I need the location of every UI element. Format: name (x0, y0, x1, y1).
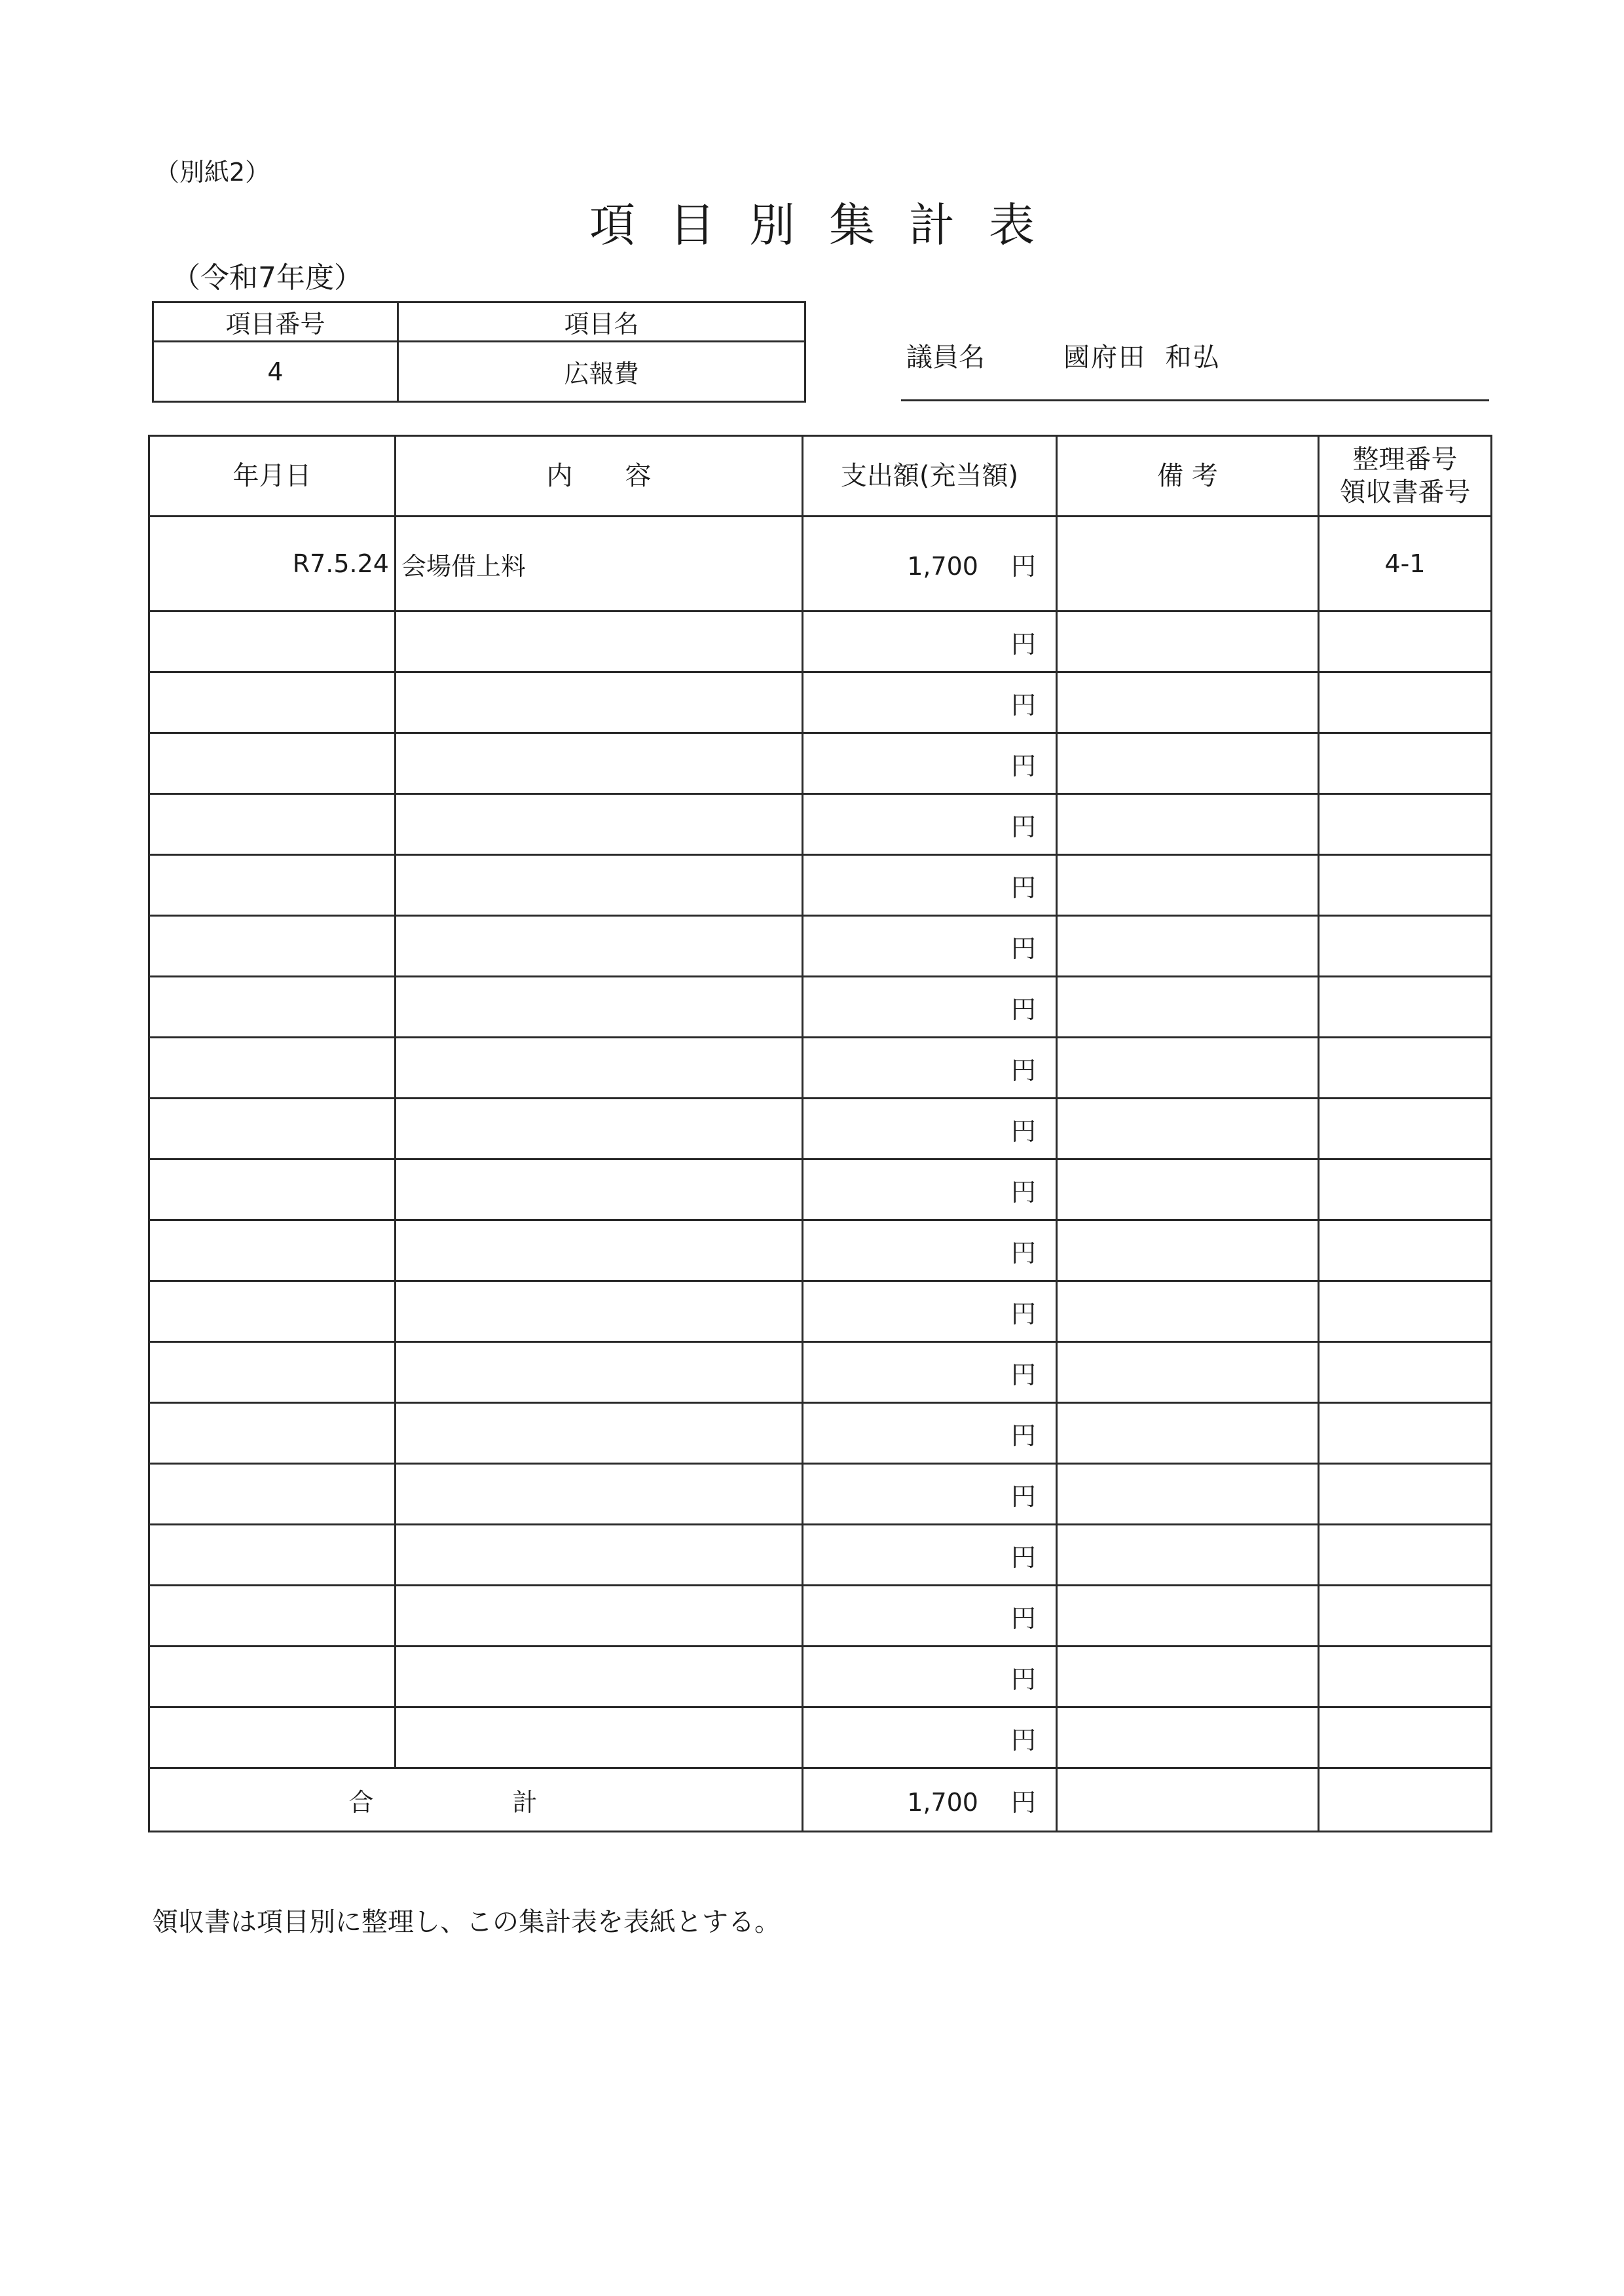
row-amount (803, 794, 1057, 855)
row-remarks (1057, 1525, 1319, 1586)
row-content (396, 977, 803, 1038)
row-amount (803, 916, 1057, 977)
total-remarks (1057, 1768, 1319, 1832)
row-remarks (1057, 977, 1319, 1038)
footnote: 領収書は項目別に整理し、この集計表を表紙とする。 (152, 1907, 781, 1937)
row-date (149, 1403, 396, 1464)
total-amount-value: 1,700 (907, 1787, 978, 1817)
row-amount (803, 1099, 1057, 1159)
row-remarks (1057, 1403, 1319, 1464)
header-receipt-line1: 整理番号 (1352, 445, 1458, 475)
row-content (396, 672, 803, 733)
row-amount (803, 1586, 1057, 1647)
item-number-value: 4 (153, 342, 398, 402)
row-remarks (1057, 672, 1319, 733)
row-yen-unit: 円 (1010, 629, 1036, 659)
row-date (149, 1342, 396, 1403)
table-row (149, 977, 1492, 1038)
row-date (149, 1038, 396, 1099)
row-yen-unit: 円 (1010, 1177, 1036, 1207)
row-receipt-number (1319, 1342, 1492, 1403)
row-receipt-number (1319, 672, 1492, 733)
row-content (396, 1647, 803, 1707)
row-receipt-number (1319, 1647, 1492, 1707)
total-receipt (1319, 1768, 1492, 1832)
row-amount (803, 517, 1057, 611)
row-content (396, 1707, 803, 1768)
row-amount (803, 611, 1057, 672)
row-amount (803, 1525, 1057, 1586)
row-receipt-number (1319, 1403, 1492, 1464)
row-content (396, 794, 803, 855)
row-yen-unit: 円 (1010, 1421, 1036, 1450)
row-yen-unit: 円 (1010, 1603, 1036, 1633)
row-remarks (1057, 855, 1319, 916)
row-amount (803, 672, 1057, 733)
row-content (396, 733, 803, 794)
row-content (396, 916, 803, 977)
row-remarks (1057, 1099, 1319, 1159)
row-remarks (1057, 1342, 1319, 1403)
row-content (396, 1342, 803, 1403)
row-content (396, 1159, 803, 1220)
row-date (149, 1464, 396, 1525)
row-receipt-number (1319, 1464, 1492, 1525)
row-date (149, 611, 396, 672)
table-row (149, 1342, 1492, 1403)
row-amount (803, 1647, 1057, 1707)
row-content (396, 1099, 803, 1159)
row-content (396, 855, 803, 916)
row-date (149, 672, 396, 733)
row-content: 会場借上料 (396, 517, 803, 611)
row-yen-unit: 円 (1010, 1055, 1036, 1085)
item-name-value: 広報費 (398, 342, 805, 402)
table-header-row (149, 436, 1492, 517)
row-date (149, 1220, 396, 1281)
row-receipt-number (1319, 1038, 1492, 1099)
row-receipt-number (1319, 1525, 1492, 1586)
row-amount (803, 1038, 1057, 1099)
row-remarks (1057, 1647, 1319, 1707)
row-receipt-number (1319, 916, 1492, 977)
table-row (149, 1099, 1492, 1159)
row-yen-unit: 円 (1010, 1238, 1036, 1267)
row-remarks (1057, 1038, 1319, 1099)
row-date: R7.5.24 (149, 517, 396, 611)
table-row (149, 1281, 1492, 1342)
row-receipt-number (1319, 794, 1492, 855)
row-yen-unit: 円 (1010, 1299, 1036, 1328)
expense-table (148, 435, 1492, 1832)
row-content (396, 611, 803, 672)
table-row (149, 1707, 1492, 1768)
table-row (149, 1403, 1492, 1464)
row-receipt-number (1319, 855, 1492, 916)
row-remarks (1057, 1220, 1319, 1281)
row-remarks (1057, 916, 1319, 977)
row-date (149, 794, 396, 855)
total-label: 合 計 (149, 1768, 803, 1832)
row-remarks (1057, 1281, 1319, 1342)
table-row (149, 1647, 1492, 1707)
item-name-header: 項目名 (398, 302, 805, 342)
row-receipt-number (1319, 1099, 1492, 1159)
row-date (149, 1707, 396, 1768)
row-date (149, 1647, 396, 1707)
row-receipt-number (1319, 733, 1492, 794)
row-yen-unit: 円 (1010, 812, 1036, 841)
item-info-table (152, 301, 806, 403)
row-receipt-number (1319, 1707, 1492, 1768)
row-yen-unit: 円 (1010, 751, 1036, 780)
member-name: 國府田 和弘 (1063, 342, 1221, 373)
row-amount-value: 1,700 (907, 551, 978, 581)
row-yen-unit: 円 (1010, 1482, 1036, 1511)
row-date (149, 1159, 396, 1220)
table-row (149, 1525, 1492, 1586)
row-yen-unit: 円 (1010, 873, 1036, 902)
table-row (149, 1586, 1492, 1647)
row-yen-unit: 円 (1010, 1725, 1036, 1755)
row-date (149, 1099, 396, 1159)
row-yen-unit: 円 (1010, 1116, 1036, 1146)
row-yen-unit: 円 (1010, 1664, 1036, 1694)
table-row (149, 733, 1492, 794)
table-row (149, 794, 1492, 855)
table-row (149, 1038, 1492, 1099)
row-yen-unit: 円 (1010, 1542, 1036, 1572)
row-content (396, 1220, 803, 1281)
row-remarks (1057, 1586, 1319, 1647)
table-row (149, 916, 1492, 977)
table-row (149, 672, 1492, 733)
header-receipt (1319, 436, 1492, 517)
row-amount (803, 855, 1057, 916)
row-yen-unit: 円 (1010, 934, 1036, 963)
row-date (149, 916, 396, 977)
row-content (396, 1281, 803, 1342)
table-row (149, 1159, 1492, 1220)
row-date (149, 1525, 396, 1586)
table-row (149, 1220, 1492, 1281)
row-date (149, 855, 396, 916)
row-receipt-number (1319, 1586, 1492, 1647)
row-remarks (1057, 794, 1319, 855)
row-amount (803, 1342, 1057, 1403)
row-amount (803, 1464, 1057, 1525)
total-row (149, 1768, 1492, 1832)
table-row (149, 855, 1492, 916)
row-content (396, 1586, 803, 1647)
page-title: 項目別集計表 (589, 198, 1069, 252)
table-row (149, 611, 1492, 672)
row-date (149, 733, 396, 794)
table-row (149, 517, 1492, 611)
row-receipt-number (1319, 1220, 1492, 1281)
member-underline (901, 399, 1489, 401)
row-remarks (1057, 517, 1319, 611)
row-amount (803, 1159, 1057, 1220)
row-remarks (1057, 1159, 1319, 1220)
header-receipt-line2: 領収書番号 (1339, 477, 1471, 507)
header-date: 年月日 (149, 436, 396, 517)
header-content: 内 容 (396, 436, 803, 517)
row-remarks (1057, 1464, 1319, 1525)
table-row (149, 1464, 1492, 1525)
row-remarks (1057, 1707, 1319, 1768)
row-content (396, 1525, 803, 1586)
header-amount: 支出額(充当額) (803, 436, 1057, 517)
row-receipt-number (1319, 977, 1492, 1038)
row-remarks (1057, 611, 1319, 672)
row-yen-unit: 円 (1010, 551, 1036, 581)
row-content (396, 1464, 803, 1525)
row-content (396, 1038, 803, 1099)
total-yen-unit: 円 (1010, 1787, 1036, 1817)
row-yen-unit: 円 (1010, 994, 1036, 1024)
fiscal-year-label: （令和7年度） (172, 261, 363, 295)
row-amount (803, 977, 1057, 1038)
row-receipt-number (1319, 611, 1492, 672)
row-remarks (1057, 733, 1319, 794)
row-content (396, 1403, 803, 1464)
row-amount (803, 1220, 1057, 1281)
member-label: 議員名 (906, 342, 985, 373)
total-amount (803, 1768, 1057, 1832)
row-yen-unit: 円 (1010, 690, 1036, 720)
header-remarks: 備 考 (1057, 436, 1319, 517)
row-yen-unit: 円 (1010, 1360, 1036, 1389)
row-date (149, 1281, 396, 1342)
attachment-label: （別紙2） (155, 158, 270, 187)
row-receipt-number (1319, 1159, 1492, 1220)
row-date (149, 977, 396, 1038)
row-amount (803, 1403, 1057, 1464)
row-receipt-number (1319, 1281, 1492, 1342)
row-amount (803, 733, 1057, 794)
item-number-header: 項目番号 (153, 302, 398, 342)
row-receipt-number: 4-1 (1319, 517, 1492, 611)
row-amount (803, 1281, 1057, 1342)
row-amount (803, 1707, 1057, 1768)
row-date (149, 1586, 396, 1647)
